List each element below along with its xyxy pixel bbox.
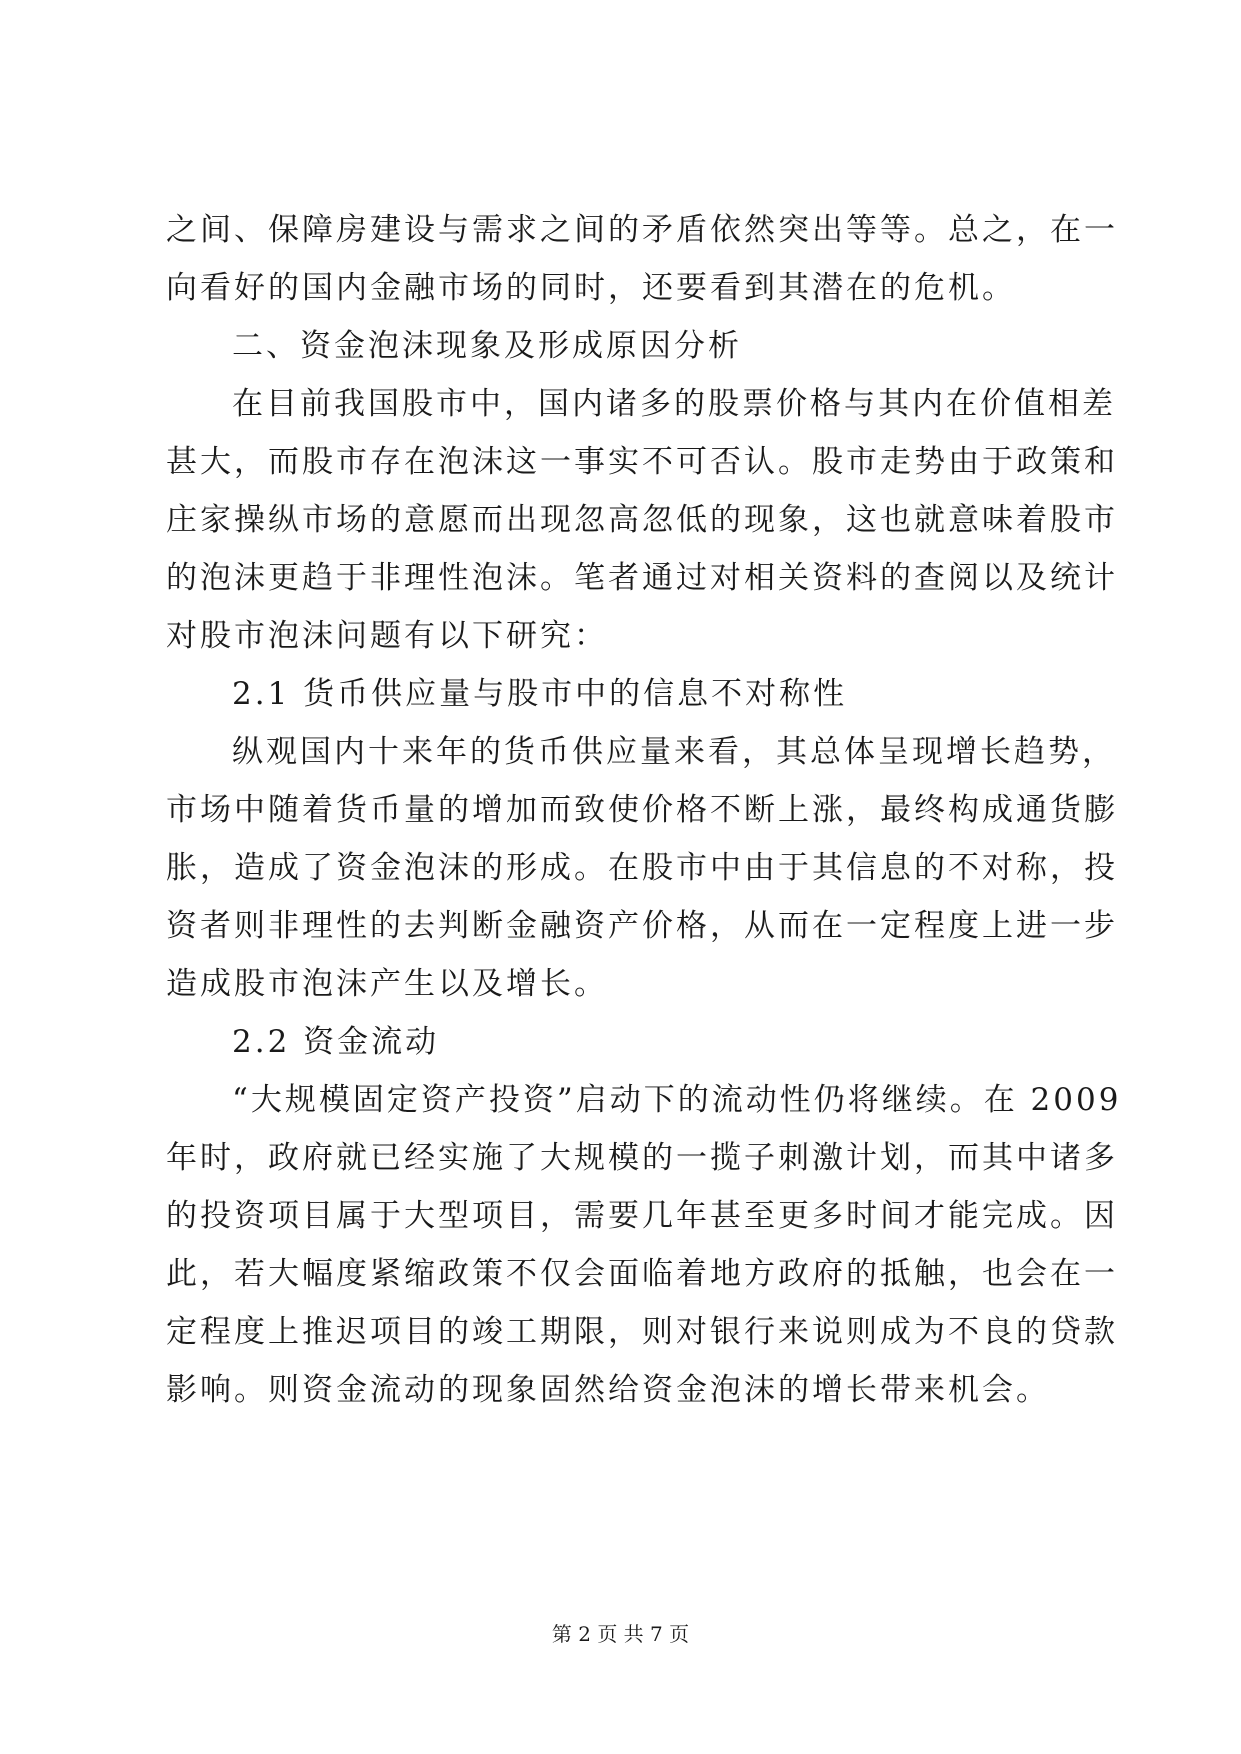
body-line-13: 资者则非理性的去判断金融资产价格，从而在一定程度上进一步: [166, 908, 1118, 944]
body-line-18: 的投资项目属于大型项目，需要几年甚至更多时间才能完成。因: [166, 1198, 1118, 1234]
subsection-heading-2-1: 2.1 货币供应量与股市中的信息不对称性: [232, 676, 848, 712]
body-line-16: “大规模固定资产投资”启动下的流动性仍将继续。在 2009: [232, 1082, 1122, 1118]
body-line-19: 此，若大幅度紧缩政策不仅会面临着地方政府的抵触，也会在一: [166, 1256, 1118, 1292]
body-line-4: 在目前我国股市中，国内诸多的股票价格与其内在价值相差: [232, 386, 1116, 422]
body-line-17: 年时，政府就已经实施了大规模的一揽子刺激计划，而其中诸多: [166, 1140, 1118, 1176]
page-footer: 第 2 页 共 7 页: [551, 1622, 690, 1646]
subsection-heading-2-2: 2.2 资金流动: [232, 1024, 440, 1060]
body-line-10: 纵观国内十来年的货币供应量来看，其总体呈现增长趋势，: [232, 734, 1116, 770]
body-line-12: 胀，造成了资金泡沫的形成。在股市中由于其信息的不对称，投: [166, 850, 1118, 886]
body-line-11: 市场中随着货币量的增加而致使价格不断上涨，最终构成通货膨: [166, 792, 1118, 828]
section-heading: 二、资金泡沫现象及形成原因分析: [232, 328, 742, 364]
body-line-2: 向看好的国内金融市场的同时，还要看到其潜在的危机。: [166, 270, 1016, 306]
body-line-5: 甚大，而股市存在泡沫这一事实不可否认。股市走势由于政策和: [166, 444, 1118, 480]
body-line-21: 影响。则资金流动的现象固然给资金泡沫的增长带来机会。: [166, 1372, 1050, 1408]
body-line-14: 造成股市泡沫产生以及增长。: [166, 966, 608, 1002]
body-line-8: 对股市泡沫问题有以下研究：: [166, 618, 608, 654]
body-line-1: 之间、保障房建设与需求之间的矛盾依然突出等等。总之，在一: [166, 212, 1118, 248]
body-line-20: 定程度上推迟项目的竣工期限，则对银行来说则成为不良的贷款: [166, 1314, 1118, 1350]
body-line-7: 的泡沫更趋于非理性泡沫。笔者通过对相关资料的查阅以及统计: [166, 560, 1118, 596]
body-line-6: 庄家操纵市场的意愿而出现忽高忽低的现象，这也就意味着股市: [166, 502, 1118, 538]
